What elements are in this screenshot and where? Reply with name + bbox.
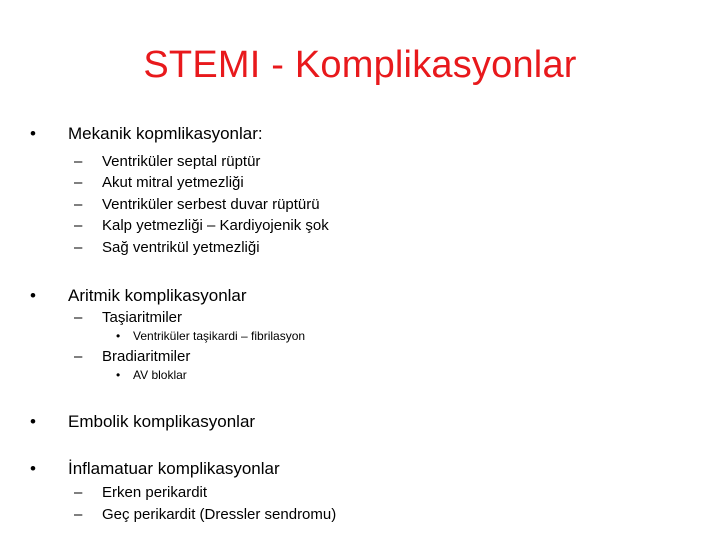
sub-list-item bbox=[116, 329, 305, 343]
sub-list-item-text: AV bloklar bbox=[133, 368, 187, 382]
dash-icon: – bbox=[74, 174, 83, 191]
list-item bbox=[74, 506, 336, 523]
bullet-icon: • bbox=[30, 286, 36, 305]
section-embolik bbox=[30, 412, 255, 432]
dash-icon: – bbox=[74, 239, 83, 256]
list-item bbox=[74, 153, 260, 170]
sub-list-item bbox=[116, 368, 187, 382]
list-item-text: Erken perikardit bbox=[102, 484, 208, 501]
list-item-text: Sağ ventrikül yetmezliği bbox=[102, 239, 260, 256]
section-heading: Aritmik komplikasyonlar bbox=[68, 286, 247, 305]
section-heading: İnflamatuar komplikasyonlar bbox=[68, 459, 280, 478]
list-item bbox=[74, 309, 182, 326]
section-aritmik bbox=[30, 286, 247, 306]
section-mekanik bbox=[30, 124, 263, 144]
list-item-text: Taşiaritmiler bbox=[102, 309, 183, 326]
section-inflamatuar bbox=[30, 459, 280, 479]
sub-list-item-text: Ventriküler taşikardi – fibrilasyon bbox=[133, 329, 306, 343]
list-item-text: Ventriküler septal rüptür bbox=[102, 153, 261, 170]
bullet-icon: • bbox=[116, 368, 121, 382]
section-heading: Mekanik kopmlikasyonlar: bbox=[68, 124, 263, 143]
list-item-text: Akut mitral yetmezliği bbox=[102, 174, 244, 191]
list-item bbox=[74, 217, 329, 234]
list-item bbox=[74, 484, 207, 501]
bullet-icon: • bbox=[116, 329, 121, 343]
list-item bbox=[74, 239, 260, 256]
dash-icon: – bbox=[74, 309, 83, 326]
list-item-text: Ventriküler serbest duvar rüptürü bbox=[102, 196, 320, 213]
list-item-text: Geç perikardit (Dressler sendromu) bbox=[102, 506, 337, 523]
dash-icon: – bbox=[74, 348, 83, 365]
list-item-text: Bradiaritmiler bbox=[102, 348, 191, 365]
list-item-text: Kalp yetmezliği – Kardiyojenik şok bbox=[102, 217, 329, 234]
bullet-icon: • bbox=[30, 459, 36, 478]
dash-icon: – bbox=[74, 217, 83, 234]
list-item bbox=[74, 348, 190, 365]
bullet-icon: • bbox=[30, 412, 36, 431]
dash-icon: – bbox=[74, 153, 83, 170]
list-item bbox=[74, 174, 244, 191]
dash-icon: – bbox=[74, 484, 83, 501]
slide-title: STEMI - Komplikasyonlar bbox=[143, 44, 577, 86]
bullet-icon: • bbox=[30, 124, 36, 143]
section-heading: Embolik komplikasyonlar bbox=[68, 412, 256, 431]
dash-icon: – bbox=[74, 506, 83, 523]
dash-icon: – bbox=[74, 196, 83, 213]
list-item bbox=[74, 196, 320, 213]
